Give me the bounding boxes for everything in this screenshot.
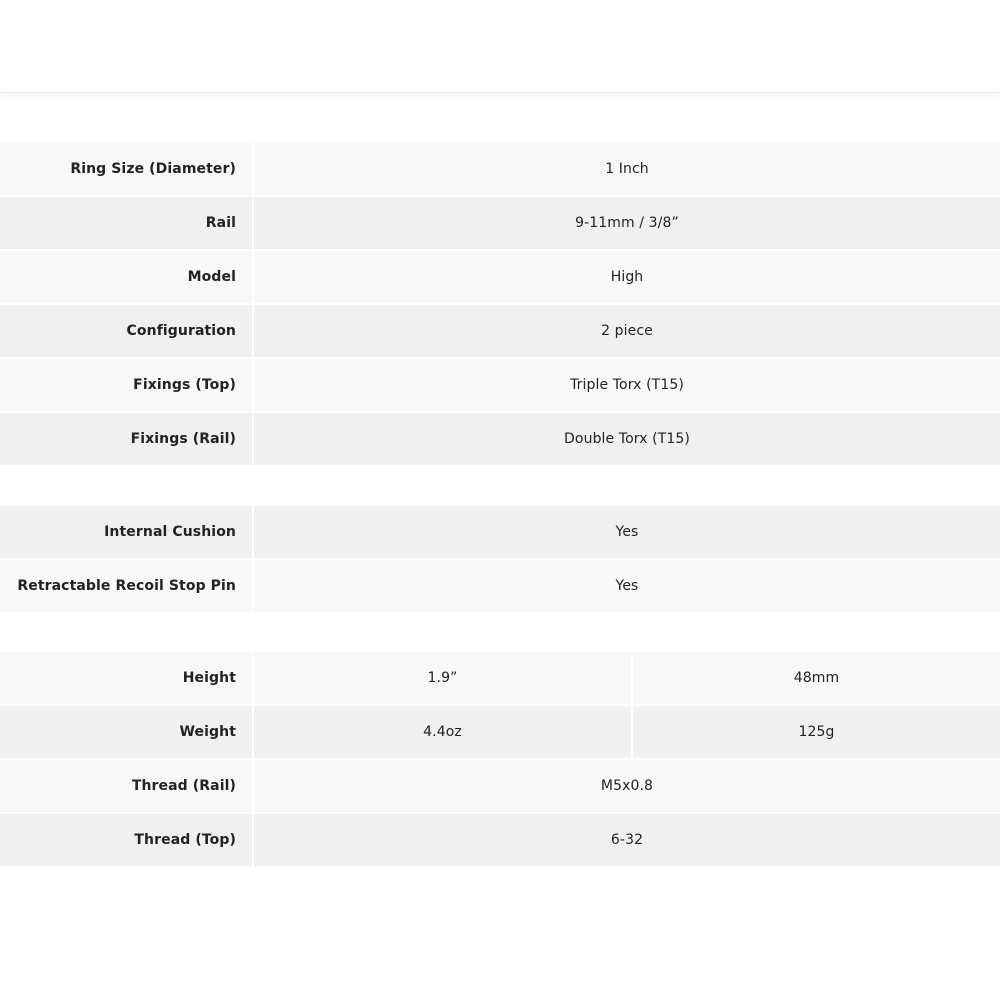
row-label: Fixings (Rail) (0, 413, 252, 465)
table-row (0, 197, 1000, 249)
row-value: M5x0.8 (254, 760, 1000, 812)
row-value: High (254, 251, 1000, 303)
row-label: Fixings (Top) (0, 359, 252, 411)
row-label: Rail (0, 197, 252, 249)
table-row (0, 251, 1000, 303)
row-value: 2 piece (254, 305, 1000, 357)
row-label: Configuration (0, 305, 252, 357)
table-row (0, 652, 1000, 704)
row-value: 1 Inch (254, 143, 1000, 195)
table-row (0, 413, 1000, 465)
page-header (0, 0, 1000, 93)
row-value: Triple Torx (T15) (254, 359, 1000, 411)
row-label: Ring Size (Diameter) (0, 143, 252, 195)
table-row (0, 560, 1000, 612)
table-row (0, 760, 1000, 812)
row-label: Thread (Top) (0, 814, 252, 866)
spec-table-dimensions (0, 652, 1000, 866)
table-row (0, 305, 1000, 357)
spec-table-features (0, 506, 1000, 612)
row-value-metric: 48mm (633, 652, 1000, 704)
row-value: 6-32 (254, 814, 1000, 866)
row-label: Weight (0, 706, 252, 758)
table-row (0, 359, 1000, 411)
row-label: Retractable Recoil Stop Pin (0, 560, 252, 612)
row-value-metric: 125g (633, 706, 1000, 758)
table-row (0, 143, 1000, 195)
row-value: Yes (254, 506, 1000, 558)
row-value: Yes (254, 560, 1000, 612)
row-label: Model (0, 251, 252, 303)
row-label: Internal Cushion (0, 506, 252, 558)
table-row (0, 506, 1000, 558)
table-row (0, 706, 1000, 758)
row-label: Height (0, 652, 252, 704)
row-value-imperial: 1.9” (254, 652, 631, 704)
row-label: Thread (Rail) (0, 760, 252, 812)
spec-table-mount (0, 143, 1000, 465)
table-row (0, 814, 1000, 866)
row-value-imperial: 4.4oz (254, 706, 631, 758)
row-value: 9-11mm / 3/8” (254, 197, 1000, 249)
row-value: Double Torx (T15) (254, 413, 1000, 465)
